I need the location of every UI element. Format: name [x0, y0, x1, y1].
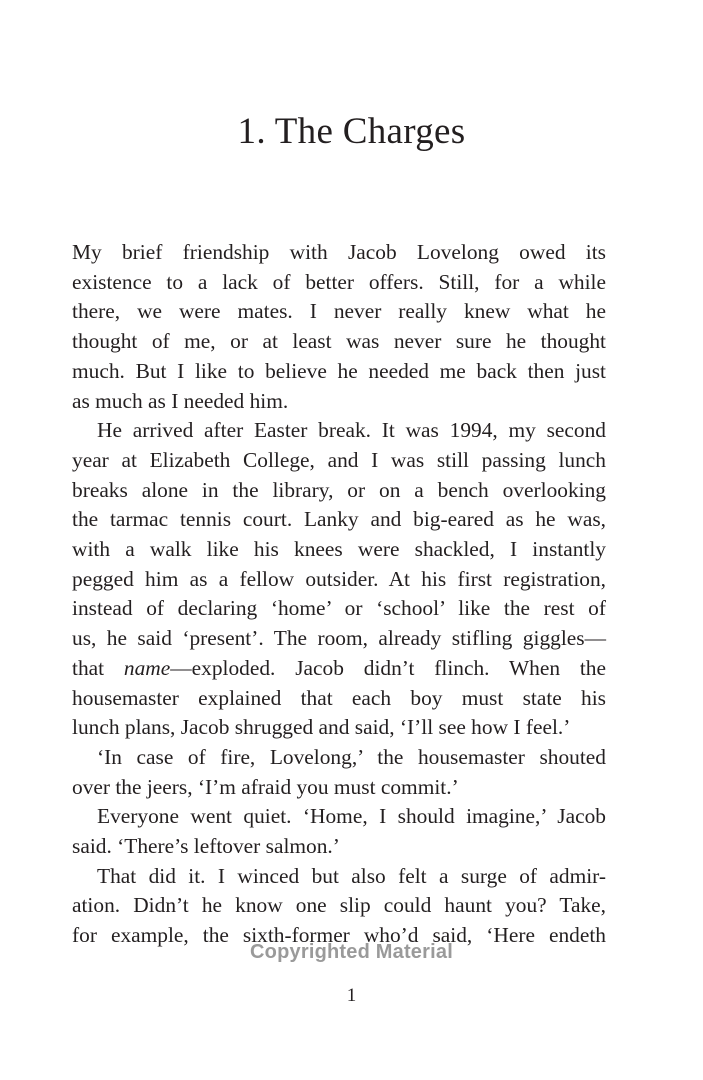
text-line: pegged him as a fellow outsider. At his first registration,: [72, 566, 606, 591]
text-fragment: —exploded. Jacob didn’t flinch. When the: [170, 655, 606, 680]
body-text: [72, 238, 606, 951]
text-line: Everyone went quiet. ‘Home, I should imagine,’ Jacob: [97, 804, 606, 829]
text-fragment: that: [72, 655, 124, 680]
text-line: with a walk like his knees were shackled, I instantly: [72, 537, 606, 562]
text-line: housemaster explained that each boy must state his: [72, 685, 606, 710]
text-line: lunch plans, Jacob shrugged and said, ‘I’ll see how I feel.’: [72, 715, 571, 740]
text-line: He arrived after Easter break. It was 1994, my second: [97, 418, 606, 443]
page-number: 1: [346, 985, 357, 1006]
text-line: breaks alone in the library, or on a bench overlooking: [72, 477, 606, 502]
copyright-watermark: Copyrighted Material: [250, 941, 453, 963]
text-line: year at Elizabeth College, and I was still passing lunch: [72, 447, 606, 472]
text-line: for example, the sixth-former who’d said, ‘Here endeth: [72, 923, 606, 948]
text-line: instead of declaring ‘home’ or ‘school’ like the rest of: [72, 596, 606, 621]
text-line: My brief friendship with Jacob Lovelong owed its: [72, 240, 606, 264]
paragraph-4: [72, 802, 606, 861]
text-line: us, he said ‘present’. The room, already stifling giggles—: [72, 626, 606, 651]
paragraph-2: [72, 416, 606, 743]
text-line: much. But I like to believe he needed me back then just: [72, 358, 606, 383]
emphasized-word: name: [123, 655, 171, 680]
text-line: there, we were mates. I never really knew what he: [72, 299, 606, 324]
paragraph-5: [72, 862, 606, 951]
text-line: the tarmac tennis court. Lanky and big-eared as he was,: [72, 507, 606, 532]
text-line: ation. Didn’t he know one slip could haunt you? Take,: [72, 893, 606, 918]
paragraph-1: [72, 238, 606, 416]
text-line: over the jeers, ‘I’m afraid you must commit.’: [72, 774, 459, 799]
text-line: thought of me, or at least was never sure he thought: [72, 329, 606, 354]
paragraph-3: [72, 743, 606, 802]
text-line: as much as I needed him.: [72, 388, 289, 413]
chapter-title: 1. The Charges: [237, 111, 466, 152]
text-line: ‘In case of fire, Lovelong,’ the housemaster shouted: [97, 744, 606, 769]
text-line: existence to a lack of better offers. Still, for a while: [72, 269, 606, 294]
text-line: said. ‘There’s leftover salmon.’: [72, 834, 340, 859]
text-line: That did it. I winced but also felt a surge of admir-: [97, 863, 606, 888]
text-line-with-emphasis: [72, 654, 606, 684]
